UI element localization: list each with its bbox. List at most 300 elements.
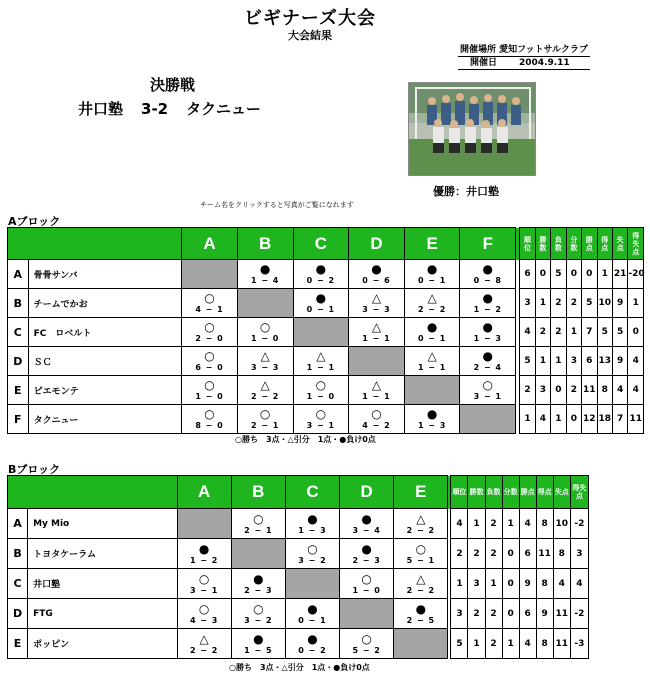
row-letter: A bbox=[8, 260, 29, 289]
team-row bbox=[8, 539, 589, 569]
stat-value: 5 bbox=[551, 260, 566, 289]
stat-value: 6 bbox=[519, 539, 536, 569]
stat-value: 8 bbox=[553, 539, 570, 569]
final-score: 3-2 bbox=[141, 100, 169, 118]
column-header: A bbox=[177, 476, 231, 509]
match-result-cell bbox=[231, 599, 285, 629]
stat-value: 8 bbox=[597, 376, 612, 405]
match-score: 1 − 1 bbox=[417, 363, 447, 372]
stat-value: 2 bbox=[468, 599, 485, 629]
result-symbol: ● bbox=[307, 601, 318, 616]
column-header: C bbox=[293, 228, 349, 260]
row-letter: C bbox=[8, 569, 28, 599]
match-result-cell bbox=[460, 347, 516, 376]
match-result-cell bbox=[349, 289, 405, 318]
match-result-cell bbox=[340, 509, 394, 539]
block-a-label: Aブロック bbox=[8, 215, 61, 228]
stat-value: 4 bbox=[519, 629, 536, 659]
result-symbol: △ bbox=[260, 378, 270, 392]
match-score: 1 − 3 bbox=[298, 525, 327, 535]
stat-value: 2 bbox=[566, 289, 581, 318]
page-subtitle: 大会結果 bbox=[288, 29, 332, 42]
row-letter: A bbox=[8, 509, 28, 539]
stat-header: 分数 bbox=[502, 476, 519, 509]
stat-value: 13 bbox=[597, 347, 612, 376]
stat-value: 1 bbox=[628, 289, 644, 318]
stat-value: 1 bbox=[551, 347, 566, 376]
match-score: 5 − 2 bbox=[352, 645, 381, 655]
match-score: 1 − 1 bbox=[362, 334, 391, 343]
column-header: D bbox=[349, 228, 405, 260]
result-symbol: △ bbox=[427, 291, 437, 305]
stat-value: 7 bbox=[612, 405, 627, 434]
match-score: 3 − 2 bbox=[244, 615, 273, 625]
result-symbol: ○ bbox=[371, 407, 382, 421]
stat-value: 1 bbox=[597, 260, 612, 289]
stat-value: 3 bbox=[535, 376, 550, 405]
team-name-link[interactable]: FC ロベルト bbox=[28, 318, 182, 347]
match-score: 1 − 2 bbox=[473, 305, 502, 314]
match-score: 0 − 6 bbox=[362, 276, 391, 285]
stat-value: 5 bbox=[597, 318, 612, 347]
column-header: F bbox=[460, 228, 516, 260]
match-score: 3 − 1 bbox=[306, 421, 336, 430]
column-header: A bbox=[182, 228, 238, 260]
stat-value: 7 bbox=[582, 318, 597, 347]
column-header: E bbox=[394, 476, 448, 509]
stat-value: 9 bbox=[612, 289, 627, 318]
match-result-cell bbox=[404, 347, 460, 376]
result-symbol: ○ bbox=[361, 571, 372, 586]
team-row bbox=[8, 629, 589, 659]
stat-value: 0 bbox=[535, 260, 550, 289]
match-result-cell bbox=[460, 260, 516, 289]
match-result-cell bbox=[177, 599, 231, 629]
stat-value: 9 bbox=[612, 347, 627, 376]
result-symbol: △ bbox=[260, 349, 270, 363]
result-symbol: ● bbox=[198, 541, 210, 556]
stat-value: 1 bbox=[535, 347, 550, 376]
result-symbol: △ bbox=[199, 631, 209, 646]
stat-value: 2 bbox=[520, 376, 535, 405]
match-result-cell bbox=[231, 629, 285, 659]
team-name-link[interactable]: 井口塾 bbox=[28, 569, 178, 599]
team-name-link[interactable]: チームでかお bbox=[28, 289, 182, 318]
match-result-cell bbox=[237, 376, 293, 405]
match-result-cell bbox=[340, 539, 394, 569]
result-symbol: △ bbox=[416, 511, 426, 526]
match-result-cell bbox=[237, 405, 293, 434]
stat-value: 1 bbox=[551, 405, 566, 434]
header-row bbox=[8, 228, 644, 260]
team-row bbox=[8, 318, 644, 347]
result-symbol: ○ bbox=[315, 407, 327, 421]
match-score: 2 − 4 bbox=[473, 363, 502, 372]
result-symbol: ● bbox=[253, 571, 264, 586]
match-score: 1 − 0 bbox=[195, 392, 224, 401]
stat-value: 8 bbox=[536, 629, 553, 659]
stat-value: 5 bbox=[582, 289, 597, 318]
team-photo bbox=[408, 82, 536, 176]
block-b-label: Bブロック bbox=[8, 463, 61, 476]
stat-value: 0 bbox=[566, 405, 581, 434]
stat-value: 21 bbox=[612, 260, 627, 289]
match-score: 5 − 1 bbox=[406, 555, 436, 565]
row-letter: D bbox=[8, 599, 28, 629]
final-team2: タクニュー bbox=[186, 100, 261, 118]
event-date bbox=[458, 57, 590, 70]
row-letter: D bbox=[8, 347, 29, 376]
self-match-cell bbox=[394, 629, 448, 659]
match-score: 0 − 1 bbox=[417, 276, 447, 285]
match-score: 6 − 0 bbox=[195, 363, 224, 372]
match-result-cell bbox=[349, 260, 405, 289]
match-score: 1 − 4 bbox=[250, 276, 280, 285]
stat-value: 8 bbox=[536, 509, 553, 539]
row-letter: E bbox=[8, 629, 28, 659]
team-row bbox=[8, 405, 644, 434]
match-result-cell bbox=[237, 318, 293, 347]
match-score: 4 − 2 bbox=[362, 421, 391, 430]
match-result-cell bbox=[293, 289, 349, 318]
stat-header: 負数 bbox=[485, 476, 502, 509]
stat-value: 4 bbox=[553, 569, 570, 599]
match-result-cell bbox=[404, 260, 460, 289]
stat-value: 3 bbox=[451, 599, 468, 629]
self-match-cell bbox=[231, 539, 285, 569]
page-title: ビギナーズ大会 bbox=[243, 8, 377, 29]
match-score: 1 − 3 bbox=[473, 334, 502, 343]
stat-value: 4 bbox=[628, 376, 644, 405]
stat-value: 4 bbox=[451, 509, 468, 539]
match-score: 3 − 2 bbox=[298, 555, 327, 565]
match-result-cell bbox=[293, 376, 349, 405]
stat-value: 3 bbox=[570, 539, 588, 569]
column-header: D bbox=[340, 476, 394, 509]
result-symbol: ○ bbox=[307, 541, 318, 556]
stat-value: 6 bbox=[520, 260, 535, 289]
stat-value: 2 bbox=[566, 376, 581, 405]
match-score: 1 − 0 bbox=[352, 585, 381, 595]
match-score: 1 − 1 bbox=[306, 363, 336, 372]
final-team1: 井口塾 bbox=[78, 100, 124, 118]
match-score: 1 − 0 bbox=[250, 334, 280, 343]
stat-value: 0 bbox=[502, 569, 519, 599]
match-score: 0 − 2 bbox=[306, 276, 336, 285]
result-symbol: ○ bbox=[253, 601, 264, 616]
match-score: 2 − 2 bbox=[250, 392, 280, 401]
match-result-cell bbox=[394, 509, 448, 539]
stat-header: 勝点 bbox=[582, 228, 597, 260]
stat-value: 1 bbox=[535, 289, 550, 318]
match-score: 3 − 3 bbox=[362, 305, 391, 314]
stat-value: 0 bbox=[502, 539, 519, 569]
team-name-link[interactable]: ＳＣ bbox=[28, 347, 182, 376]
stat-header: 分数 bbox=[566, 228, 581, 260]
row-letter: B bbox=[8, 289, 29, 318]
stat-value: 10 bbox=[597, 289, 612, 318]
match-score: 0 − 1 bbox=[298, 615, 327, 625]
stat-value: 0 bbox=[628, 318, 644, 347]
result-symbol: ● bbox=[482, 262, 494, 276]
stat-value: 1 bbox=[451, 569, 468, 599]
header-blank bbox=[8, 228, 182, 260]
result-symbol: ○ bbox=[259, 320, 271, 334]
stat-value: 2 bbox=[451, 539, 468, 569]
stat-header: 順位 bbox=[451, 476, 468, 509]
result-symbol: ○ bbox=[204, 291, 215, 305]
stat-header: 順位 bbox=[520, 228, 535, 260]
stat-value: -3 bbox=[570, 629, 588, 659]
stat-value: 1 bbox=[485, 569, 502, 599]
hint-text: チーム名をクリックすると写真がご覧になれます bbox=[200, 201, 354, 209]
stat-value: 1 bbox=[520, 405, 535, 434]
match-result-cell bbox=[237, 260, 293, 289]
team-row bbox=[8, 569, 589, 599]
match-result-cell bbox=[460, 318, 516, 347]
match-result-cell bbox=[285, 509, 339, 539]
stat-header: 勝数 bbox=[468, 476, 485, 509]
team-name-link[interactable]: My Mio bbox=[28, 509, 178, 539]
stat-value: 18 bbox=[597, 405, 612, 434]
match-result-cell bbox=[349, 376, 405, 405]
row-letter: B bbox=[8, 539, 28, 569]
result-symbol: ● bbox=[426, 320, 438, 334]
final-result bbox=[78, 98, 279, 119]
match-score: 3 − 1 bbox=[473, 392, 502, 401]
team-row bbox=[8, 260, 644, 289]
match-score: 2 − 1 bbox=[250, 421, 280, 430]
result-symbol: ● bbox=[259, 262, 271, 276]
match-score: 3 − 4 bbox=[352, 525, 381, 535]
self-match-cell bbox=[293, 318, 349, 347]
stat-header: 失点 bbox=[553, 476, 570, 509]
team-row bbox=[8, 347, 644, 376]
result-symbol: △ bbox=[416, 571, 426, 586]
stat-value: 3 bbox=[468, 569, 485, 599]
team-name-link[interactable]: FTG bbox=[28, 599, 178, 629]
match-result-cell bbox=[285, 599, 339, 629]
result-symbol: ● bbox=[415, 601, 427, 616]
result-symbol: △ bbox=[371, 291, 382, 305]
result-symbol: ○ bbox=[361, 631, 372, 646]
result-symbol: ○ bbox=[315, 378, 327, 392]
column-header: B bbox=[237, 228, 293, 260]
stat-value: 2 bbox=[485, 599, 502, 629]
stat-value: 4 bbox=[570, 569, 588, 599]
match-result-cell bbox=[182, 405, 238, 434]
self-match-cell bbox=[460, 405, 516, 434]
result-symbol: ● bbox=[482, 320, 494, 334]
match-score: 0 − 2 bbox=[298, 645, 327, 655]
match-score: 0 − 1 bbox=[417, 334, 447, 343]
self-match-cell bbox=[340, 599, 394, 629]
match-score: 2 − 2 bbox=[417, 305, 447, 314]
result-symbol: ○ bbox=[259, 407, 271, 421]
stat-value: 0 bbox=[551, 376, 566, 405]
match-score: 2 − 2 bbox=[406, 585, 436, 595]
stat-value: 4 bbox=[519, 509, 536, 539]
result-symbol: ○ bbox=[198, 601, 210, 616]
stat-value: 2 bbox=[551, 318, 566, 347]
winner-text: 優勝：井口塾 bbox=[433, 185, 499, 198]
match-result-cell bbox=[293, 405, 349, 434]
stat-value: 1 bbox=[502, 629, 519, 659]
result-symbol: ○ bbox=[204, 320, 215, 334]
team-name-link[interactable]: ポッピン bbox=[28, 629, 178, 659]
match-score: 1 − 0 bbox=[306, 392, 336, 401]
match-result-cell bbox=[394, 569, 448, 599]
match-result-cell bbox=[182, 347, 238, 376]
result-symbol: ○ bbox=[415, 541, 427, 556]
match-result-cell bbox=[237, 347, 293, 376]
match-result-cell bbox=[182, 289, 238, 318]
header-row bbox=[8, 476, 589, 509]
team-name-link[interactable]: ピエモンテ bbox=[28, 376, 182, 405]
result-symbol: △ bbox=[371, 320, 382, 334]
stat-value: 1 bbox=[502, 509, 519, 539]
stat-value: -2 bbox=[570, 599, 588, 629]
match-score: 1 − 1 bbox=[362, 392, 391, 401]
stat-value: 8 bbox=[536, 569, 553, 599]
result-symbol: ● bbox=[482, 291, 494, 305]
stat-value: 5 bbox=[520, 347, 535, 376]
match-score: 2 − 2 bbox=[189, 645, 219, 655]
stat-header: 負数 bbox=[551, 228, 566, 260]
stat-value: 4 bbox=[628, 347, 644, 376]
match-score: 2 − 5 bbox=[406, 615, 436, 625]
match-score: 2 − 1 bbox=[244, 525, 273, 535]
result-symbol: ○ bbox=[204, 349, 215, 363]
stat-value: 10 bbox=[553, 509, 570, 539]
match-result-cell bbox=[182, 318, 238, 347]
stat-value: -20 bbox=[628, 260, 644, 289]
stat-value: 6 bbox=[582, 347, 597, 376]
block-a-table bbox=[7, 227, 644, 434]
match-score: 2 − 3 bbox=[352, 555, 381, 565]
result-symbol: ● bbox=[253, 631, 264, 646]
row-letter: C bbox=[8, 318, 29, 347]
result-symbol: ○ bbox=[204, 378, 215, 392]
match-result-cell bbox=[340, 629, 394, 659]
result-symbol: ● bbox=[426, 407, 438, 421]
result-symbol: ○ bbox=[482, 378, 494, 392]
team-name-link[interactable]: 骨骨サンバ bbox=[28, 260, 182, 289]
match-result-cell bbox=[394, 539, 448, 569]
team-row bbox=[8, 599, 589, 629]
match-result-cell bbox=[404, 405, 460, 434]
stat-value: 9 bbox=[536, 599, 553, 629]
date-value: 2004.9.11 bbox=[519, 58, 570, 68]
result-symbol: ● bbox=[307, 631, 318, 646]
block-b-table bbox=[7, 475, 589, 659]
stat-value: 2 bbox=[535, 318, 550, 347]
stat-value: 2 bbox=[485, 539, 502, 569]
match-result-cell bbox=[460, 289, 516, 318]
stat-value: 11 bbox=[553, 599, 570, 629]
match-result-cell bbox=[349, 405, 405, 434]
stat-value: 4 bbox=[535, 405, 550, 434]
match-score: 2 − 2 bbox=[406, 525, 436, 535]
team-row bbox=[8, 509, 589, 539]
block-b-legend: ○勝ち 3点・△引分 1点・●負け0点 bbox=[229, 663, 370, 672]
match-score: 0 − 1 bbox=[306, 305, 336, 314]
team-name-link[interactable]: タクニュー bbox=[28, 405, 182, 434]
match-result-cell bbox=[340, 569, 394, 599]
result-symbol: ● bbox=[307, 511, 318, 526]
result-symbol: ● bbox=[361, 541, 372, 556]
stat-value: 6 bbox=[519, 599, 536, 629]
stat-header: 勝数 bbox=[535, 228, 550, 260]
row-letter: E bbox=[8, 376, 29, 405]
self-match-cell bbox=[285, 569, 339, 599]
stat-header: 得点 bbox=[597, 228, 612, 260]
match-score: 3 − 1 bbox=[189, 585, 219, 595]
stat-header: 得点 bbox=[536, 476, 553, 509]
match-score: 4 − 1 bbox=[195, 305, 224, 314]
result-symbol: ○ bbox=[198, 571, 210, 586]
final-heading: 決勝戦 bbox=[150, 76, 196, 94]
match-result-cell bbox=[460, 376, 516, 405]
stat-value: 0 bbox=[566, 260, 581, 289]
venue-text: 開催場所 愛知フットサルクラブ bbox=[458, 45, 590, 57]
match-result-cell bbox=[293, 260, 349, 289]
stat-value: 4 bbox=[520, 318, 535, 347]
stat-value: 11 bbox=[582, 376, 597, 405]
team-name-link[interactable]: トヨタケーラム bbox=[28, 539, 178, 569]
team-photo-image bbox=[409, 83, 536, 176]
match-result-cell bbox=[177, 539, 231, 569]
stat-value: 1 bbox=[468, 629, 485, 659]
stat-value: 5 bbox=[451, 629, 468, 659]
match-result-cell bbox=[177, 629, 231, 659]
stat-value: 3 bbox=[520, 289, 535, 318]
match-result-cell bbox=[231, 509, 285, 539]
self-match-cell bbox=[177, 509, 231, 539]
match-result-cell bbox=[394, 599, 448, 629]
header-blank bbox=[8, 476, 178, 509]
row-letter: F bbox=[8, 405, 29, 434]
block-a-legend: ○勝ち 3点・△引分 1点・●負け0点 bbox=[235, 435, 376, 444]
result-symbol: △ bbox=[371, 378, 382, 392]
match-result-cell bbox=[285, 629, 339, 659]
match-result-cell bbox=[285, 539, 339, 569]
stat-value: -2 bbox=[570, 509, 588, 539]
team-row bbox=[8, 376, 644, 405]
stat-value: 11 bbox=[536, 539, 553, 569]
stat-header: 失点 bbox=[612, 228, 627, 260]
match-score: 1 − 3 bbox=[417, 421, 447, 430]
stat-value: 0 bbox=[582, 260, 597, 289]
match-result-cell bbox=[349, 318, 405, 347]
stat-value: 2 bbox=[468, 539, 485, 569]
team-row bbox=[8, 289, 644, 318]
result-symbol: ● bbox=[426, 262, 438, 276]
stat-value: 12 bbox=[582, 405, 597, 434]
stat-value: 9 bbox=[519, 569, 536, 599]
stat-value: 11 bbox=[553, 629, 570, 659]
self-match-cell bbox=[182, 260, 238, 289]
column-header: E bbox=[404, 228, 460, 260]
self-match-cell bbox=[349, 347, 405, 376]
match-score: 3 − 3 bbox=[250, 363, 280, 372]
self-match-cell bbox=[404, 376, 460, 405]
match-score: 1 − 5 bbox=[244, 645, 273, 655]
stat-header: 得失点 bbox=[628, 228, 644, 260]
match-result-cell bbox=[293, 347, 349, 376]
result-symbol: △ bbox=[316, 349, 326, 363]
stat-header: 得失点 bbox=[570, 476, 588, 509]
